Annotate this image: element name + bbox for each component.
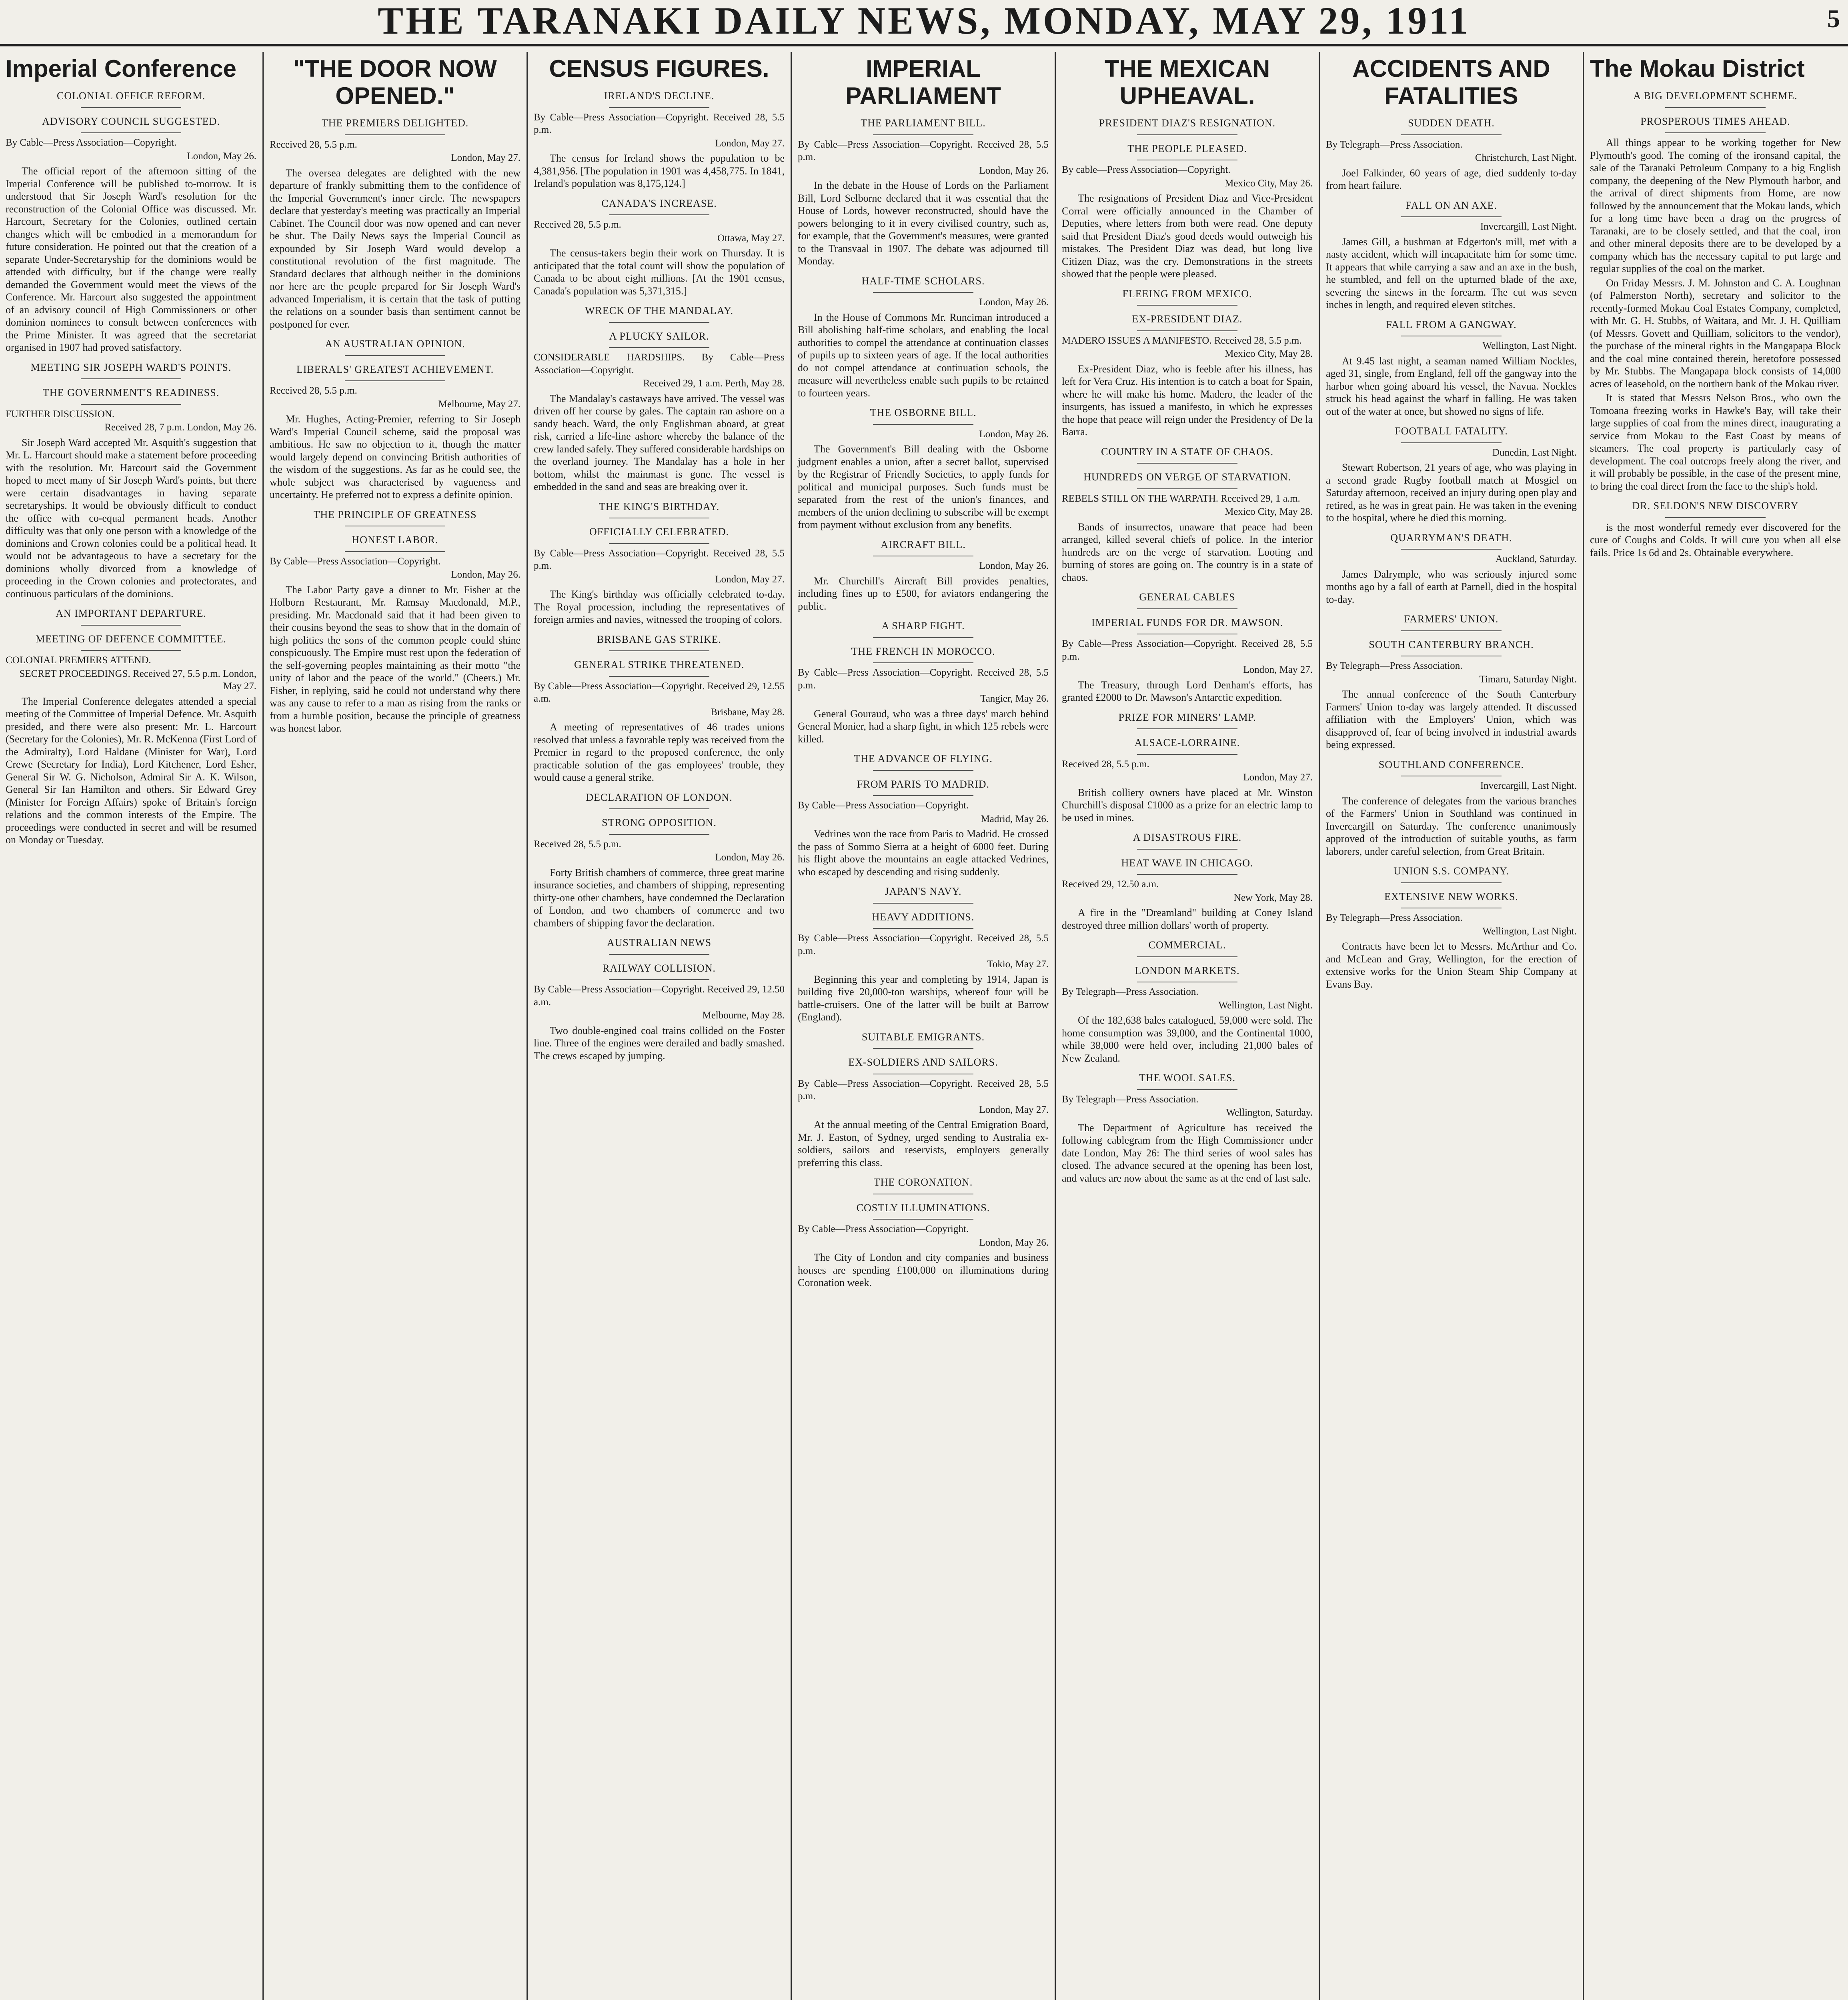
column-rule — [791, 52, 792, 2000]
dateline: Received 28, 5.5 p.m. — [270, 385, 357, 396]
article — [798, 538, 1049, 613]
article-body: The Imperial Conference delegates attended a special meeting of the Committee of Imperial Defence. Mr. Asquith presided, and there were also present: Mr. L. Harcourt (Secretary for the Colonies), Mr. R. McKenna (First Lord of the Admiralty), Lord Haldane (Minister for War), Lord Crewe (Secretary for India), Lord Kitchener, Lord Esher, General Sir W. G. Nicholson, Admiral Sir A. K. Wilson, General Sir Ian Hamilton and others. Sir Edward Grey (Minister for Foreign Affairs) spoke of Britain's foreign relations and the common interests of the Empire. The proceedings were conducted in secret and will be resumed on Monday or Tuesday. — [6, 695, 256, 846]
article — [1590, 392, 1841, 492]
article — [1062, 831, 1313, 932]
article — [534, 90, 785, 190]
article-subheading-secondary: HUNDREDS ON VERGE OF STARVATION. — [1062, 471, 1313, 489]
article-subheading-secondary: HEAVY ADDITIONS. — [798, 911, 1049, 929]
article-subheading-secondary: LIBERALS' GREATEST ACHIEVEMENT. — [270, 363, 521, 382]
column-4 — [792, 52, 1054, 2000]
article-body: The City of London and city companies and business houses are spending £100,000 on illuminations during Coronation week. — [798, 1252, 1049, 1288]
article-subheading: AIRCRAFT BILL. — [798, 538, 1049, 557]
article-subheading: JAPAN'S NAVY. — [798, 885, 1049, 904]
article-subheading-secondary: LONDON MARKETS. — [1062, 964, 1313, 983]
dateline: By Cable—Press Association—Copyright. — [798, 800, 969, 811]
article-subheading: COLONIAL OFFICE REFORM. — [6, 90, 256, 108]
place-date: Madrid, May 26. — [981, 813, 1049, 824]
place-date: Mexico City, May 28. — [1225, 348, 1313, 359]
place-date: Wellington, Last Night. — [1482, 926, 1577, 937]
article-body: Mr. Churchill's Aircraft Bill provides penalties, including fines up to £500, for aviators endangering the public. — [798, 575, 1049, 612]
dateline: By Cable—Press Association—Copyright. Received 29, 12.50 a.m. — [534, 984, 785, 1008]
place-date: Tangier, May 26. — [980, 693, 1049, 704]
article — [534, 936, 785, 1062]
article-subheading: QUARRYMAN'S DEATH. — [1326, 532, 1577, 550]
article-subheading: THE CORONATION. — [798, 1176, 1049, 1194]
article — [798, 117, 1049, 268]
article-body: The oversea delegates are delighted with the new departure of frankly submitting them to the confidence of the Imperial Government's inner circle. The newspapers declare that yesterday's meeting was practically an Imperial Cabinet. The Council door was now opened and can never be shut. The Daily News says the Imperial Council as expounded by Sir Joseph Ward would develop a constitutional revolution of the first magnitude. The Standard declares that although neither in the dominions nor here are the people prepared for Sir Joseph Ward's advanced Imperialism, it is certain that the task of putting the relations on a sounder basis than sentiment cannot be postponed for ever. — [270, 167, 521, 330]
article-subheading: THE WOOL SALES. — [1062, 1072, 1313, 1090]
article — [1062, 711, 1313, 824]
place-date: Ottawa, May 27. — [717, 232, 785, 244]
article-subheading: COMMERCIAL. — [1062, 939, 1313, 957]
article-subheading-secondary: THE GOVERNMENT'S READINESS. — [6, 386, 256, 405]
dateline: COLONIAL PREMIERS ATTEND. — [6, 655, 151, 666]
dateline: CONSIDERABLE HARDSHIPS. By Cable—Press Association—Copyright. — [534, 352, 785, 376]
place-date: London, May 26. — [979, 1237, 1049, 1248]
column-5 — [1056, 52, 1318, 2000]
place-date: Mexico City, May 26. — [1225, 178, 1313, 189]
column-headline: CENSUS FIGURES. — [549, 55, 769, 82]
place-date: London, May 26. — [979, 165, 1049, 176]
dateline: By Cable—Press Association—Copyright. Received 28, 5.5 p.m. — [1062, 638, 1313, 662]
article-subheading-secondary: PROSPEROUS TIMES AHEAD. — [1590, 115, 1841, 134]
article-body: Beginning this year and completing by 1914, Japan is building five 20,000-ton warships, whereof four will be battle-cruisers. One of the latter will be built at Barrow (England). — [798, 973, 1049, 1023]
article-body: Forty British chambers of commerce, three great marine insurance societies, and chambers of shipping, representing thirty-one other chambers, have condemned the Declaration of London, and two chambers of commerce and two chambers of shipping favor the declaration. — [534, 866, 785, 929]
place-date: Tokio, May 27. — [987, 959, 1049, 970]
article-body: Bands of insurrectos, unaware that peace had been arranged, killed several chiefs of police. In the interior hundreds are on the verge of starvation. Looting and burning of stores are going on. The country is in a state of chaos. — [1062, 521, 1313, 583]
dateline: By Telegraph—Press Association. — [1326, 912, 1463, 923]
article-body: At the annual meeting of the Central Emigration Board, Mr. J. Easton, of Sydney, urged sending to Australia ex-soldiers, sailors and reservists, employers generally preferring this class. — [798, 1119, 1049, 1168]
column-headline: ACCIDENTS AND FATALITIES — [1352, 55, 1550, 109]
article-body: The census-takers begin their work on Thursday. It is anticipated that the total count will show the population of Canada to be about eight millions. [At the 1901 census, Canada's population was 5,371,315.] — [534, 247, 785, 297]
article — [798, 1176, 1049, 1289]
article-subheading: CANADA'S INCREASE. — [534, 197, 785, 216]
dateline: Received 28, 5.5 p.m. — [270, 139, 357, 150]
article-subheading-secondary: HEAT WAVE IN CHICAGO. — [1062, 857, 1313, 875]
article-body: All things appear to be working together for New Plymouth's good. The coming of the ironsand capital, the sale of the Taranaki Petroleum Company to a big English company, the deepening of the New Plymouth harbor, and the arrival of direct shipments from Home, are now followed by the announcement that the Mokau lands, which for a long time have been a drag on the progress of Taranaki, are to be closely settled, and that the coal, iron and other mineral deposits there are to be developed by a company which has the necessary capital to put large and regular supplies of the coal on the market. — [1590, 137, 1841, 274]
article-subheading: PRESIDENT DIAZ'S RESIGNATION. — [1062, 117, 1313, 135]
column-7 — [1584, 52, 1846, 2000]
dateline: By Cable—Press Association—Copyright. Received 28, 5.5 p.m. — [798, 933, 1049, 956]
article-body: Of the 182,638 bales catalogued, 59,000 were sold. The home consumption was 39,000, and the Continental 1000, while 38,000 were held over, including 21,000 bales of New Zealand. — [1062, 1014, 1313, 1064]
place-date: London, May 27. — [715, 574, 785, 585]
article-subheading-secondary: IMPERIAL FUNDS FOR DR. MAWSON. — [1062, 616, 1313, 635]
column-3 — [528, 52, 790, 2000]
place-date: London, May 26. — [979, 560, 1049, 571]
article-subheading-secondary: EX-PRESIDENT DIAZ. — [1062, 313, 1313, 331]
column-rule — [262, 52, 264, 2000]
article-body: Vedrines won the race from Paris to Madrid. He crossed the pass of Sommo Sierra at a height of 6000 feet. During his flight above the mountains an eagle attacked Vedrines, who escaped by descending and rising suddenly. — [798, 828, 1049, 878]
place-date: Wellington, Last Night. — [1218, 1000, 1313, 1011]
place-date: Dunedin, Last Night. — [1492, 447, 1577, 458]
article-subheading: THE PARLIAMENT BILL. — [798, 117, 1049, 135]
article — [798, 752, 1049, 878]
place-date: Melbourne, May 27. — [438, 398, 521, 410]
article-subheading: THE KING'S BIRTHDAY. — [534, 500, 785, 519]
article-subheading: AN IMPORTANT DEPARTURE. — [6, 607, 256, 626]
article-body: Sir Joseph Ward accepted Mr. Asquith's suggestion that Mr. L. Harcourt should make a statement before proceeding with the resolution. Mr. Harcourt said the Government hoped to meet many of Sir Joseph Ward's points, but there were certain disadvantages in having separate secretaryships. It would be obviously difficult to conduct the office with co-equal permanent heads. Another difficulty was that only one person with a knowledge of the dominions and Crown colonies could be a political head. It would not be advantageous to have a secretary for the dominions wholly divorced from a knowledge of proceeding in the Crown colonies and protectorates, and continuous particulars of the dominions. — [6, 436, 256, 600]
article — [1062, 288, 1313, 438]
article-body: In the House of Commons Mr. Runciman introduced a Bill abolishing half-time scholars, and enabling the local authorities to compel the attendance at continuation classes of pupils up to sixteen years of age. If the local authorities do not compel attendance at continuation schools, the measure will nevertheless enable such pupils to be retained to fourteen years. — [798, 311, 1049, 399]
article-subheading: BRISBANE GAS STRIKE. — [534, 633, 785, 652]
place-date: Wellington, Last Night. — [1482, 340, 1577, 351]
article-body: James Dalrymple, who was seriously injured some months ago by a fall of earth at Parnell, died in the hospital to-day. — [1326, 568, 1577, 605]
dateline: By Cable—Press Association—Copyright. — [270, 556, 441, 567]
article — [270, 117, 521, 330]
article-subheading: WRECK OF THE MANDALAY. — [534, 304, 785, 323]
article-subheading: A SHARP FIGHT. — [798, 620, 1049, 638]
article-subheading: AUSTRALIAN NEWS — [534, 936, 785, 955]
dateline: By Cable—Press Association—Copyright. — [6, 137, 177, 148]
place-date: London, May 27. — [715, 138, 785, 149]
dateline: By cable—Press Association—Copyright. — [1062, 164, 1231, 175]
article-body: Ex-President Diaz, who is feeble after his illness, has left for Vera Cruz. His intention is to catch a boat for Spain, where he will make his home. Madero, the leader of the insurgents, has issued a manifesto, in which he expresses the hope that peace will reign under the Presidency of De la Barra. — [1062, 363, 1313, 438]
article — [1062, 591, 1313, 704]
article-subheading: COUNTRY IN A STATE OF CHAOS. — [1062, 446, 1313, 464]
article-subheading-secondary: A PLUCKY SAILOR. — [534, 330, 785, 348]
column-rule — [1319, 52, 1320, 2000]
dateline: By Telegraph—Press Association. — [1062, 986, 1199, 997]
article-subheading: UNION S.S. COMPANY. — [1326, 865, 1577, 883]
article — [6, 90, 256, 354]
dateline: REBELS STILL ON THE WARPATH. Received 29, 1 a.m. — [1062, 493, 1300, 504]
article-subheading: DR. SELDON'S NEW DISCOVERY — [1590, 500, 1841, 518]
article — [1326, 199, 1577, 311]
article-body: The official report of the afternoon sitting of the Imperial Conference will be published to-morrow. It is understood that Sir Joseph Ward's resolution for the reconstruction of the Colonial Office was discussed. Mr. Harcourt, Secretary for the Colonies, outlined certain changes which will be embodied in a memorandum for future consideration. He pointed out that the creation of a separate Under-Secretaryship for the dominions would be attended with difficulty, but if the change were really demanded the Government would meet the views of the Conference. Mr. Harcourt also suggested the appointment of an advisory council of High Commissioners or other dominion nominees to consult between conferences with the Prime Minister. It was agreed that the secretariat organised in 1907 had proved satisfactory. — [6, 165, 256, 353]
article — [1590, 90, 1841, 275]
dateline: MADERO ISSUES A MANIFESTO. Received 28, 5.5 p.m. — [1062, 335, 1302, 346]
article-subheading-secondary: MEETING OF DEFENCE COMMITTEE. — [6, 633, 256, 651]
article-body: Contracts have been let to Messrs. McArthur and Co. and McLean and Gray, Wellington, for the erection of extensive works for the Union Steam Ship Company at Evans Bay. — [1326, 940, 1577, 990]
article-subheading-secondary: COSTLY ILLUMINATIONS. — [798, 1202, 1049, 1220]
page-number: 5 — [1827, 4, 1840, 33]
article — [270, 508, 521, 735]
article-subheading-secondary: EX-SOLDIERS AND SAILORS. — [798, 1056, 1049, 1074]
article-subheading: IRELAND'S DECLINE. — [534, 90, 785, 108]
article-subheading-secondary: OFFICIALLY CELEBRATED. — [534, 526, 785, 544]
newspaper-title: THE TARANAKI DAILY NEWS, MONDAY, MAY 29, 1911 — [378, 0, 1470, 42]
place-date: Auckland, Saturday. — [1495, 554, 1577, 564]
place-date: SECRET PROCEEDINGS. Received 27, 5.5 p.m. London, May 27. — [19, 668, 256, 692]
article-subheading-secondary: FROM PARIS TO MADRID. — [798, 778, 1049, 796]
article-subheading-secondary: THE PEOPLE PLEASED. — [1062, 142, 1313, 161]
place-date: London, May 26. — [187, 150, 256, 162]
column-rule — [527, 52, 528, 2000]
article — [1590, 277, 1841, 390]
article-body: The annual conference of the South Canterbury Farmers' Union to-day was largely attended. It discussed affiliation with the Employers' Union, which was disapproved of, fear of being involved in industrial awards being expressed. — [1326, 688, 1577, 750]
article — [1326, 117, 1577, 192]
article — [534, 791, 785, 930]
article-body: The Government's Bill dealing with the Osborne judgment enables a union, after a secret ballot, supervised by the Registrar of Friendly Societies, to apply funds for political and municipal purposes. Such funds must be separated from the rest of the union's finances, and members of the union declining to subscribe will be exempt from payment without exclusion from any benefits. — [798, 443, 1049, 530]
article-subheading-secondary: HONEST LABOR. — [270, 534, 521, 552]
place-date: Christchurch, Last Night. — [1475, 152, 1577, 163]
column-headline: IMPERIAL PARLIAMENT — [845, 55, 1001, 109]
article-subheading: DECLARATION OF LONDON. — [534, 791, 785, 810]
dateline: By Cable—Press Association—Copyright. Received 28, 5.5 p.m. — [798, 139, 1049, 162]
article-body: The Treasury, through Lord Denham's efforts, has granted £2000 to Dr. Mawson's Antarctic expedition. — [1062, 679, 1313, 703]
column-headline: The Mokau District — [1590, 55, 1805, 82]
place-date: London, May 27. — [1243, 772, 1313, 783]
article — [534, 197, 785, 298]
article — [1062, 446, 1313, 584]
article-subheading: THE PREMIERS DELIGHTED. — [270, 117, 521, 135]
article-subheading-secondary: GENERAL STRIKE THREATENED. — [534, 658, 785, 677]
masthead — [0, 0, 1848, 46]
article-subheading: A BIG DEVELOPMENT SCHEME. — [1590, 90, 1841, 108]
place-date: Invercargill, Last Night. — [1480, 780, 1577, 791]
dateline: By Telegraph—Press Association. — [1326, 139, 1463, 150]
article — [1326, 613, 1577, 751]
article — [1326, 425, 1577, 524]
article-subheading: A DISASTROUS FIRE. — [1062, 831, 1313, 850]
article-body: The conference of delegates from the various branches of the Farmers' Union in Southland was continued in Invercargill on Saturday. The conference unanimously approved of the introduction of suitable youths, as farm laborers, under careful selection, from Great Britain. — [1326, 795, 1577, 857]
column-6 — [1320, 52, 1582, 2000]
article-subheading: HALF-TIME SCHOLARS. — [798, 275, 1049, 293]
place-date: New York, May 28. — [1233, 892, 1313, 903]
column-headline: THE MEXICAN UPHEAVAL. — [1104, 55, 1270, 109]
article-body: Joel Falkinder, 60 years of age, died suddenly to-day from heart failure. — [1326, 167, 1577, 191]
article-body: At 9.45 last night, a seaman named William Nockles, aged 31, single, from England, fell off the gangway into the harbor when going aboard his vessel, the Navua. Nockles struck his head against the wharf in falling. He was taken out of the water at once, but showed no signs of life. — [1326, 355, 1577, 417]
dateline: Received 28, 5.5 p.m. — [534, 838, 621, 850]
article-subheading-secondary: THE FRENCH IN MOROCCO. — [798, 645, 1049, 664]
article-subheading: THE PRINCIPLE OF GREATNESS — [270, 508, 521, 527]
place-date: London, May 26. — [979, 297, 1049, 308]
article-subheading: SUDDEN DEATH. — [1326, 117, 1577, 135]
article-body: On Friday Messrs. J. M. Johnston and C. A. Loughnan (of Palmerston North), secretary and solicitor to the recently-formed Mokau Coal Estates Company, completed, with Mr. G. H. Stubbs, of Waitara, and Mr. J. H. Quilliam (of Messrs. Govett and Quilliam, solicitors to the vendor), the purchase of the mineral rights in the Mangapapa Block and the coal mine contained therein, heretofore possessed by Mr. Stubbs. The Mangapapa block consists of 14,000 acres of leasehold, on the northern bank of the Mokau river. — [1590, 277, 1841, 390]
place-date: Melbourne, May 28. — [702, 1010, 785, 1021]
article-body: In the debate in the House of Lords on the Parliament Bill, Lord Selborne declared that it was essential that the House of Lords, however reconstructed, should have the powers belonging to it in every civilised country, such as, for example, that the Government's measures, were granted to the Transvaal in 1907. The debate was adjourned till Monday. — [798, 180, 1049, 267]
article — [798, 1031, 1049, 1169]
article — [6, 607, 256, 846]
article-subheading-secondary: SOUTH CANTERBURY BRANCH. — [1326, 638, 1577, 657]
article-body: is the most wonderful remedy ever discovered for the cure of Coughs and Colds. It will cure you when all else fails. Price 1s 6d and 2s. Obtainable everywhere. — [1590, 521, 1841, 558]
dateline: By Cable—Press Association—Copyright. Received 28, 5.5 p.m. — [534, 548, 785, 571]
place-date: London, May 26. — [451, 569, 521, 580]
article — [1326, 532, 1577, 606]
article-subheading: FALL ON AN AXE. — [1326, 199, 1577, 218]
place-date: London, May 26. — [979, 428, 1049, 440]
article — [1326, 865, 1577, 990]
place-date: Brisbane, May 28. — [711, 706, 785, 718]
dateline: By Cable—Press Association—Copyright. — [798, 1224, 969, 1234]
article-body: Two double-engined coal trains collided on the Foster line. Three of the engines were derailed and badly smashed. The crews escaped by jumping. — [534, 1024, 785, 1062]
article-body: The Labor Party gave a dinner to Mr. Fisher at the Holborn Restaurant, Mr. Ramsay Macdonald, M.P., presiding. Mr. Macdonald said that it had been given to their cousins beyond the seas to show that in the domain of high politics the sons of the common people could shine conspicuously. The Empire must rest upon the federation of the self-governing peoples maintaining as their motto "the unity of labor and the peace of the world." (Cheers.) Mr. Fisher, in replying, said he could not understand why there was any cause to refer to a man as rising from the ranks or from a humble position, because the principle of greatness was honest labor. — [270, 584, 521, 734]
place-date: Received 29, 1 a.m. Perth, May 28. — [643, 378, 785, 389]
article-body: It is stated that Messrs Nelson Bros., who own the Tomoana freezing works in Hawke's Bay, will take their large supplies of coal from the mines direct, inaugurating a service from Mokau to the East Coast by means of steamers. The coal property is particularly easy of development. The coal outcrops freely along the river, and it will probably be possible, in the case of the present mine, to bring the coal direct from the face to the ship's hold. — [1590, 392, 1841, 492]
article-subheading: FALL FROM A GANGWAY. — [1326, 318, 1577, 337]
article-subheading: MEETING SIR JOSEPH WARD'S POINTS. — [6, 361, 256, 380]
dateline: By Cable—Press Association—Copyright. Received 28, 5.5 p.m. — [534, 112, 785, 135]
article — [798, 620, 1049, 745]
article-body: A fire in the "Dreamland" building at Coney Island destroyed three million dollars' worth of property. — [1062, 907, 1313, 931]
article-body: The Mandalay's castaways have arrived. The vessel was driven off her course by gales. The captain ran ashore on a sandy beach. Ward, the only Englishman aboard, at great risk, carried a life-line ashore whereby the balance of the crew landed safely. They suffered considerable hardships on the overland journey. The Mandalay has a hole in her bottom, whilst the mainmast is gone. The vessel is embedded in the sand and seas are breaking over it. — [534, 392, 785, 492]
article-subheading: AN AUSTRALIAN OPINION. — [270, 338, 521, 356]
article — [1062, 117, 1313, 280]
article-subheading-secondary: STRONG OPPOSITION. — [534, 816, 785, 835]
article-subheading: THE ADVANCE OF FLYING. — [798, 752, 1049, 771]
dateline: By Cable—Press Association—Copyright. Received 28, 5.5 p.m. — [798, 667, 1049, 691]
column-headline: "THE DOOR NOW OPENED." — [293, 55, 497, 109]
article-body: James Gill, a bushman at Edgerton's mill, met with a nasty accident, which will incapacitate him for some time. It appears that while carrying a saw and an axe in the bush, he stumbled, and fell on the upturned blade of the axe, severing the sinews in the forearm. The cut was seven inches in length, and required eleven stitches. — [1326, 236, 1577, 310]
article-body: The King's birthday was officially celebrated to-day. The Royal procession, including the representatives of foreign armies and navies, witnessed the trooping of colors. — [534, 588, 785, 625]
place-date: Received 28, 7 p.m. London, May 26. — [104, 422, 256, 433]
article-body: The resignations of President Diaz and Vice-President Corral were officially announced in the Chamber of Deputies, where letters from both were read. One deputy said that President Diaz's good deeds would outweigh his mistakes. The President Diaz was dead, but long live Citizen Diaz, was the cry. Demonstrations in the streets showed that the people were pleased. — [1062, 192, 1313, 280]
article — [798, 885, 1049, 1024]
article — [798, 406, 1049, 531]
article — [534, 633, 785, 784]
article — [1326, 318, 1577, 418]
place-date: Timaru, Saturday Night. — [1479, 674, 1577, 685]
column-2 — [264, 52, 526, 2000]
dateline: By Telegraph—Press Association. — [1326, 660, 1463, 671]
article-subheading-secondary: ADVISORY COUNCIL SUGGESTED. — [6, 115, 256, 134]
place-date: Wellington, Saturday. — [1226, 1107, 1313, 1118]
column-rule — [1055, 52, 1056, 2000]
article-body: The Department of Agriculture has received the following cablegram from the High Commissioner under date London, May 26: The third series of wool sales has closed. The advance secured at the opening has been lost, and values are now about the same as at the end of last sale. — [1062, 1122, 1313, 1184]
article-subheading-secondary: ALSACE-LORRAINE. — [1062, 736, 1313, 755]
article — [534, 500, 785, 626]
article-body: British colliery owners have placed at Mr. Winston Churchill's disposal £1000 as a prize for an electric lamp to be used in mines. — [1062, 786, 1313, 824]
article-subheading: FLEEING FROM MEXICO. — [1062, 288, 1313, 306]
place-date: London, May 27. — [1243, 664, 1313, 675]
article-subheading: THE OSBORNE BILL. — [798, 406, 1049, 425]
article — [270, 338, 521, 501]
article-subheading-secondary: RAILWAY COLLISION. — [534, 962, 785, 980]
column-1 — [0, 52, 262, 2000]
dateline: Received 28, 5.5 p.m. — [1062, 758, 1149, 770]
column-headline: Imperial Conference — [6, 55, 236, 82]
article — [6, 361, 256, 600]
article — [534, 304, 785, 493]
place-date: Invercargill, Last Night. — [1480, 221, 1577, 232]
dateline: By Telegraph—Press Association. — [1062, 1094, 1199, 1105]
article — [1326, 758, 1577, 858]
place-date: London, May 27. — [451, 152, 521, 163]
article-body: Mr. Hughes, Acting-Premier, referring to Sir Joseph Ward's Imperial Council scheme, said the proposal was ambitious. He saw no objection to it, though the matter would largely depend on convincing British authorities of the wisdom of the suggestions. As far as he could see, the whole subject was characterised by vagueness and uncertainty. He preferred not to express a definite opinion. — [270, 413, 521, 500]
article-subheading: SUITABLE EMIGRANTS. — [798, 1031, 1049, 1049]
dateline: Received 28, 5.5 p.m. — [534, 219, 621, 230]
article-body: General Gouraud, who was a three days' march behind General Monier, had a sharp fight, in which 125 rebels were killed. — [798, 708, 1049, 745]
article — [798, 275, 1049, 400]
article-subheading-secondary: EXTENSIVE NEW WORKS. — [1326, 890, 1577, 909]
dateline: By Cable—Press Association—Copyright. Received 29, 12.55 a.m. — [534, 680, 785, 704]
article — [1590, 500, 1841, 559]
article-body: A meeting of representatives of 46 trades unions resolved that unless a favorable reply was received from the Premier in regard to the proposed conference, the only practicable solution of the gas employees' trouble, they would cause a general strike. — [534, 721, 785, 783]
article-subheading: GENERAL CABLES — [1062, 591, 1313, 609]
article-body: The census for Ireland shows the population to be 4,381,956. [The population in 1901 was 4,458,775. In 1841, Ireland's population was 8,175,124.] — [534, 152, 785, 189]
article — [1062, 939, 1313, 1064]
place-date: Mexico City, May 28. — [1225, 506, 1313, 517]
article-subheading: FOOTBALL FATALITY. — [1326, 425, 1577, 443]
article-subheading: PRIZE FOR MINERS' LAMP. — [1062, 711, 1313, 730]
column-rule — [1583, 52, 1584, 2000]
article-subheading: SOUTHLAND CONFERENCE. — [1326, 758, 1577, 777]
dateline: Received 29, 12.50 a.m. — [1062, 879, 1159, 890]
article-body: Stewart Robertson, 21 years of age, who was playing in a second grade Rugby football match at Mosgiel on Saturday afternoon, received an injury during open play and retired, as he was in great pain. He was taken in the evening to the hospital, where he died this morning. — [1326, 462, 1577, 524]
place-date: London, May 26. — [715, 852, 785, 863]
place-date: London, May 27. — [979, 1104, 1049, 1115]
article-subheading: FARMERS' UNION. — [1326, 613, 1577, 631]
dateline: FURTHER DISCUSSION. — [6, 408, 115, 420]
article — [1062, 1072, 1313, 1184]
dateline: By Cable—Press Association—Copyright. Received 28, 5.5 p.m. — [798, 1078, 1049, 1102]
